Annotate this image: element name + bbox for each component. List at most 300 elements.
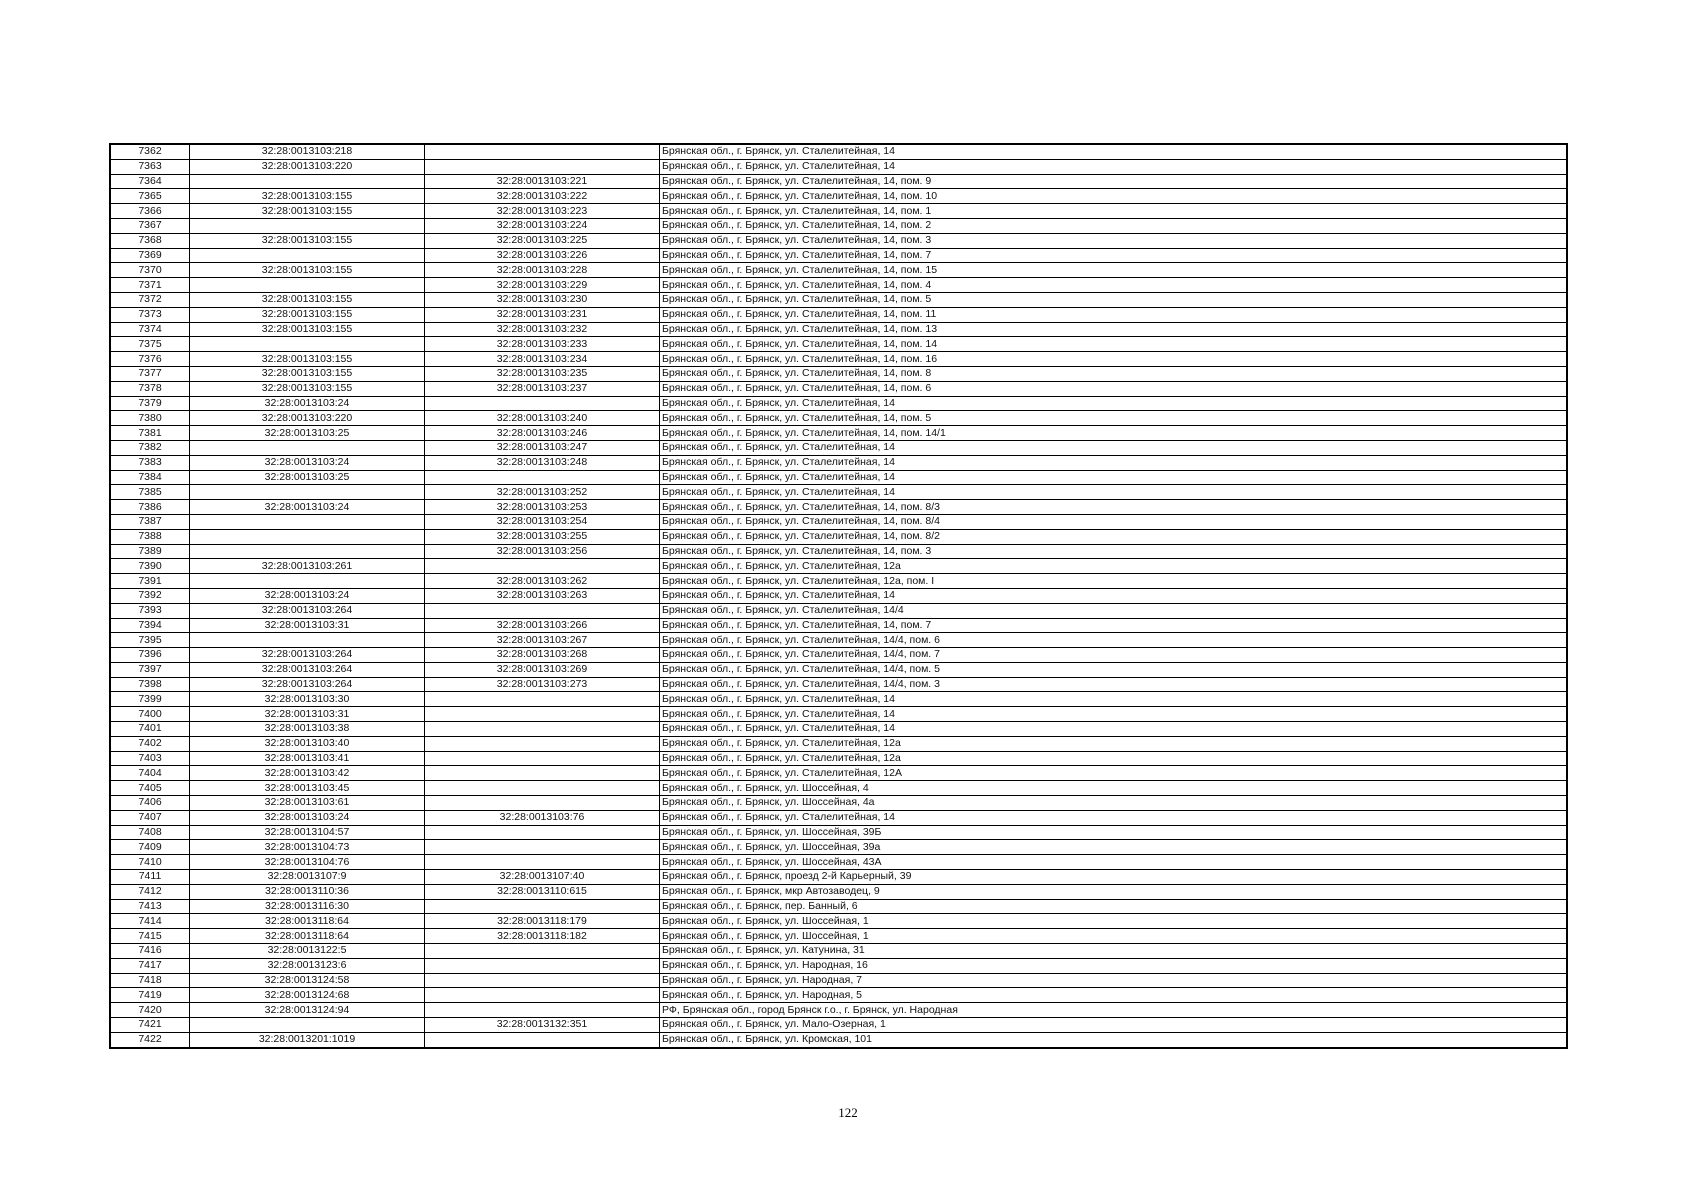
row-number-cell: 7373 — [110, 307, 190, 322]
row-number-cell: 7372 — [110, 292, 190, 307]
table-row — [110, 470, 1567, 485]
table-row — [110, 603, 1567, 618]
table-row — [110, 574, 1567, 589]
address-cell: Брянская обл., г. Брянск, ул. Сталелитейная, 14 — [660, 692, 1568, 707]
address-cell: Брянская обл., г. Брянск, ул. Сталелитейная, 14 — [660, 810, 1568, 825]
address-cell: Брянская обл., г. Брянск, ул. Шоссейная, 43А — [660, 855, 1568, 870]
parent-cadastral-number-cell: 32:28:0013116:30 — [190, 899, 425, 914]
address-cell: Брянская обл., г. Брянск, ул. Шоссейная, 39а — [660, 840, 1568, 855]
table-row — [110, 455, 1567, 470]
table-row — [110, 899, 1567, 914]
parent-cadastral-number-cell — [190, 440, 425, 455]
row-number-cell: 7410 — [110, 855, 190, 870]
table-row — [110, 485, 1567, 500]
object-cadastral-number-cell: 32:28:0013103:256 — [425, 544, 660, 559]
row-number-cell: 7384 — [110, 470, 190, 485]
parent-cadastral-number-cell: 32:28:0013103:264 — [190, 677, 425, 692]
parent-cadastral-number-cell: 32:28:0013103:42 — [190, 766, 425, 781]
object-cadastral-number-cell — [425, 559, 660, 574]
object-cadastral-number-cell — [425, 396, 660, 411]
row-number-cell: 7386 — [110, 500, 190, 515]
object-cadastral-number-cell — [425, 899, 660, 914]
address-cell: Брянская обл., г. Брянск, ул. Сталелитейная, 14, пом. 10 — [660, 189, 1568, 204]
parent-cadastral-number-cell — [190, 633, 425, 648]
parent-cadastral-number-cell — [190, 248, 425, 263]
object-cadastral-number-cell — [425, 855, 660, 870]
row-number-cell: 7406 — [110, 796, 190, 811]
parent-cadastral-number-cell: 32:28:0013124:58 — [190, 973, 425, 988]
row-number-cell: 7411 — [110, 870, 190, 885]
object-cadastral-number-cell: 32:28:0013103:231 — [425, 307, 660, 322]
address-cell: Брянская обл., г. Брянск, ул. Сталелитейная, 14/4, пом. 3 — [660, 677, 1568, 692]
address-cell: Брянская обл., г. Брянск, ул. Сталелитейная, 14, пом. 3 — [660, 544, 1568, 559]
address-cell: Брянская обл., г. Брянск, ул. Кромская, 101 — [660, 1032, 1568, 1047]
parent-cadastral-number-cell: 32:28:0013103:24 — [190, 810, 425, 825]
table-row — [110, 840, 1567, 855]
address-cell: Брянская обл., г. Брянск, ул. Сталелитейная, 14, пом. 7 — [660, 618, 1568, 633]
object-cadastral-number-cell: 32:28:0013103:268 — [425, 648, 660, 663]
address-cell: Брянская обл., г. Брянск, ул. Сталелитейная, 14/4, пом. 6 — [660, 633, 1568, 648]
table-row — [110, 352, 1567, 367]
parent-cadastral-number-cell: 32:28:0013107:9 — [190, 870, 425, 885]
address-cell: Брянская обл., г. Брянск, ул. Сталелитейная, 14, пом. 15 — [660, 263, 1568, 278]
parent-cadastral-number-cell: 32:28:0013103:24 — [190, 500, 425, 515]
row-number-cell: 7366 — [110, 204, 190, 219]
parent-cadastral-number-cell: 32:28:0013103:155 — [190, 204, 425, 219]
parent-cadastral-number-cell: 32:28:0013103:24 — [190, 455, 425, 470]
address-cell: Брянская обл., г. Брянск, ул. Сталелитейная, 14, пом. 5 — [660, 411, 1568, 426]
row-number-cell: 7375 — [110, 337, 190, 352]
object-cadastral-number-cell: 32:28:0013103:225 — [425, 233, 660, 248]
parent-cadastral-number-cell: 32:28:0013103:264 — [190, 662, 425, 677]
row-number-cell: 7403 — [110, 751, 190, 766]
object-cadastral-number-cell: 32:28:0013103:230 — [425, 292, 660, 307]
address-cell: Брянская обл., г. Брянск, ул. Сталелитейная, 14/4, пом. 7 — [660, 648, 1568, 663]
parent-cadastral-number-cell: 32:28:0013103:24 — [190, 588, 425, 603]
row-number-cell: 7377 — [110, 366, 190, 381]
parent-cadastral-number-cell — [190, 1018, 425, 1033]
object-cadastral-number-cell — [425, 1003, 660, 1018]
object-cadastral-number-cell: 32:28:0013103:255 — [425, 529, 660, 544]
address-cell: Брянская обл., г. Брянск, ул. Сталелитейная, 14, пом. 9 — [660, 174, 1568, 189]
address-cell: Брянская обл., г. Брянск, ул. Сталелитейная, 14, пом. 8/3 — [660, 500, 1568, 515]
object-cadastral-number-cell — [425, 825, 660, 840]
object-cadastral-number-cell — [425, 1032, 660, 1047]
row-number-cell: 7369 — [110, 248, 190, 263]
parent-cadastral-number-cell: 32:28:0013103:261 — [190, 559, 425, 574]
object-cadastral-number-cell — [425, 751, 660, 766]
parent-cadastral-number-cell: 32:28:0013103:155 — [190, 292, 425, 307]
object-cadastral-number-cell: 32:28:0013103:76 — [425, 810, 660, 825]
address-cell: Брянская обл., г. Брянск, ул. Сталелитейная, 14/4 — [660, 603, 1568, 618]
row-number-cell: 7417 — [110, 958, 190, 973]
parent-cadastral-number-cell: 32:28:0013104:76 — [190, 855, 425, 870]
row-number-cell: 7404 — [110, 766, 190, 781]
table-row — [110, 440, 1567, 455]
object-cadastral-number-cell: 32:28:0013103:252 — [425, 485, 660, 500]
row-number-cell: 7413 — [110, 899, 190, 914]
table-row — [110, 514, 1567, 529]
row-number-cell: 7401 — [110, 722, 190, 737]
table-row — [110, 426, 1567, 441]
address-cell: Брянская обл., г. Брянск, ул. Сталелитейная, 14, пом. 14 — [660, 337, 1568, 352]
parent-cadastral-number-cell: 32:28:0013103:25 — [190, 470, 425, 485]
row-number-cell: 7365 — [110, 189, 190, 204]
table-row — [110, 144, 1567, 159]
object-cadastral-number-cell: 32:28:0013103:229 — [425, 278, 660, 293]
table-row — [110, 529, 1567, 544]
object-cadastral-number-cell: 32:28:0013103:232 — [425, 322, 660, 337]
row-number-cell: 7385 — [110, 485, 190, 500]
parent-cadastral-number-cell: 32:28:0013103:220 — [190, 411, 425, 426]
parent-cadastral-number-cell: 32:28:0013103:31 — [190, 707, 425, 722]
table-row — [110, 870, 1567, 885]
object-cadastral-number-cell — [425, 470, 660, 485]
object-cadastral-number-cell: 32:28:0013103:222 — [425, 189, 660, 204]
row-number-cell: 7402 — [110, 736, 190, 751]
object-cadastral-number-cell — [425, 159, 660, 174]
address-cell: Брянская обл., г. Брянск, ул. Сталелитейная, 14, пом. 7 — [660, 248, 1568, 263]
parent-cadastral-number-cell: 32:28:0013103:24 — [190, 396, 425, 411]
table-row — [110, 618, 1567, 633]
parent-cadastral-number-cell: 32:28:0013103:155 — [190, 189, 425, 204]
address-cell: Брянская обл., г. Брянск, ул. Катунина, 31 — [660, 944, 1568, 959]
table-row — [110, 677, 1567, 692]
table-row — [110, 707, 1567, 722]
object-cadastral-number-cell — [425, 692, 660, 707]
address-cell: Брянская обл., г. Брянск, ул. Народная, 7 — [660, 973, 1568, 988]
table-row — [110, 307, 1567, 322]
object-cadastral-number-cell: 32:28:0013103:254 — [425, 514, 660, 529]
row-number-cell: 7418 — [110, 973, 190, 988]
table-row — [110, 278, 1567, 293]
table-row — [110, 1032, 1567, 1047]
address-cell: Брянская обл., г. Брянск, ул. Сталелитейная, 14 — [660, 588, 1568, 603]
address-cell: Брянская обл., г. Брянск, ул. Сталелитейная, 14, пом. 2 — [660, 218, 1568, 233]
table-row — [110, 692, 1567, 707]
row-number-cell: 7396 — [110, 648, 190, 663]
table-row — [110, 588, 1567, 603]
parent-cadastral-number-cell: 32:28:0013103:61 — [190, 796, 425, 811]
table-row — [110, 322, 1567, 337]
object-cadastral-number-cell: 32:28:0013103:234 — [425, 352, 660, 367]
object-cadastral-number-cell — [425, 736, 660, 751]
address-cell: Брянская обл., г. Брянск, ул. Сталелитейная, 14, пом. 1 — [660, 204, 1568, 219]
parent-cadastral-number-cell: 32:28:0013103:25 — [190, 426, 425, 441]
address-cell: Брянская обл., г. Брянск, ул. Сталелитейная, 14, пом. 6 — [660, 381, 1568, 396]
parent-cadastral-number-cell: 32:28:0013103:155 — [190, 263, 425, 278]
row-number-cell: 7420 — [110, 1003, 190, 1018]
parent-cadastral-number-cell: 32:28:0013103:45 — [190, 781, 425, 796]
parent-cadastral-number-cell: 32:28:0013104:57 — [190, 825, 425, 840]
parent-cadastral-number-cell: 32:28:0013103:264 — [190, 648, 425, 663]
row-number-cell: 7379 — [110, 396, 190, 411]
address-cell: Брянская обл., г. Брянск, ул. Сталелитейная, 12а — [660, 751, 1568, 766]
object-cadastral-number-cell — [425, 144, 660, 159]
address-cell: Брянская обл., г. Брянск, ул. Народная, 5 — [660, 988, 1568, 1003]
address-cell: РФ, Брянская обл., город Брянск г.о., г. Брянск, ул. Народная — [660, 1003, 1568, 1018]
table-row — [110, 944, 1567, 959]
table-row — [110, 233, 1567, 248]
address-cell: Брянская обл., г. Брянск, ул. Шоссейная, 1 — [660, 914, 1568, 929]
table-row — [110, 381, 1567, 396]
object-cadastral-number-cell: 32:28:0013103:253 — [425, 500, 660, 515]
object-cadastral-number-cell — [425, 722, 660, 737]
object-cadastral-number-cell — [425, 973, 660, 988]
parent-cadastral-number-cell: 32:28:0013201:1019 — [190, 1032, 425, 1047]
address-cell: Брянская обл., г. Брянск, ул. Сталелитейная, 14, пом. 5 — [660, 292, 1568, 307]
address-cell: Брянская обл., г. Брянск, ул. Народная, 16 — [660, 958, 1568, 973]
object-cadastral-number-cell — [425, 944, 660, 959]
table-row — [110, 396, 1567, 411]
table-row — [110, 544, 1567, 559]
address-cell: Брянская обл., г. Брянск, ул. Сталелитейная, 14/4, пом. 5 — [660, 662, 1568, 677]
object-cadastral-number-cell: 32:28:0013103:262 — [425, 574, 660, 589]
object-cadastral-number-cell: 32:28:0013103:233 — [425, 337, 660, 352]
row-number-cell: 7422 — [110, 1032, 190, 1047]
table-row — [110, 736, 1567, 751]
row-number-cell: 7368 — [110, 233, 190, 248]
address-cell: Брянская обл., г. Брянск, ул. Сталелитейная, 14, пом. 4 — [660, 278, 1568, 293]
address-cell: Брянская обл., г. Брянск, ул. Сталелитейная, 14 — [660, 396, 1568, 411]
table-row — [110, 337, 1567, 352]
row-number-cell: 7378 — [110, 381, 190, 396]
address-cell: Брянская обл., г. Брянск, мкр Автозаводец, 9 — [660, 884, 1568, 899]
table-row — [110, 825, 1567, 840]
table-row — [110, 204, 1567, 219]
parent-cadastral-number-cell: 32:28:0013118:64 — [190, 914, 425, 929]
parent-cadastral-number-cell — [190, 574, 425, 589]
row-number-cell: 7389 — [110, 544, 190, 559]
parent-cadastral-number-cell — [190, 278, 425, 293]
address-cell: Брянская обл., г. Брянск, ул. Сталелитейная, 12а, пом. I — [660, 574, 1568, 589]
page-number: 122 — [838, 1105, 858, 1120]
parent-cadastral-number-cell — [190, 544, 425, 559]
address-cell: Брянская обл., г. Брянск, ул. Шоссейная, 4а — [660, 796, 1568, 811]
parent-cadastral-number-cell: 32:28:0013103:155 — [190, 352, 425, 367]
parent-cadastral-number-cell: 32:28:0013103:218 — [190, 144, 425, 159]
parent-cadastral-number-cell — [190, 514, 425, 529]
row-number-cell: 7364 — [110, 174, 190, 189]
row-number-cell: 7382 — [110, 440, 190, 455]
address-cell: Брянская обл., г. Брянск, ул. Сталелитейная, 14 — [660, 455, 1568, 470]
address-cell: Брянская обл., г. Брянск, ул. Сталелитейная, 14, пом. 8/2 — [660, 529, 1568, 544]
table-row — [110, 500, 1567, 515]
parent-cadastral-number-cell: 32:28:0013103:40 — [190, 736, 425, 751]
address-cell: Брянская обл., г. Брянск, проезд 2-й Карьерный, 39 — [660, 870, 1568, 885]
object-cadastral-number-cell: 32:28:0013103:273 — [425, 677, 660, 692]
table-row — [110, 884, 1567, 899]
row-number-cell: 7362 — [110, 144, 190, 159]
parent-cadastral-number-cell: 32:28:0013124:68 — [190, 988, 425, 1003]
object-cadastral-number-cell — [425, 603, 660, 618]
parent-cadastral-number-cell: 32:28:0013123:6 — [190, 958, 425, 973]
table-row — [110, 766, 1567, 781]
parent-cadastral-number-cell — [190, 529, 425, 544]
address-cell: Брянская обл., г. Брянск, ул. Сталелитейная, 14 — [660, 485, 1568, 500]
row-number-cell: 7409 — [110, 840, 190, 855]
parent-cadastral-number-cell: 32:28:0013103:31 — [190, 618, 425, 633]
parent-cadastral-number-cell: 32:28:0013103:155 — [190, 307, 425, 322]
row-number-cell: 7393 — [110, 603, 190, 618]
address-cell: Брянская обл., г. Брянск, ул. Сталелитейная, 14, пом. 8 — [660, 366, 1568, 381]
object-cadastral-number-cell: 32:28:0013103:223 — [425, 204, 660, 219]
address-cell: Брянская обл., г. Брянск, ул. Сталелитейная, 12а — [660, 559, 1568, 574]
address-cell: Брянская обл., г. Брянск, ул. Шоссейная, 39Б — [660, 825, 1568, 840]
object-cadastral-number-cell: 32:28:0013103:235 — [425, 366, 660, 381]
object-cadastral-number-cell: 32:28:0013103:247 — [425, 440, 660, 455]
table-row — [110, 263, 1567, 278]
address-cell: Брянская обл., г. Брянск, ул. Сталелитейная, 14, пом. 3 — [660, 233, 1568, 248]
address-cell: Брянская обл., г. Брянск, ул. Сталелитейная, 14 — [660, 707, 1568, 722]
row-number-cell: 7408 — [110, 825, 190, 840]
address-cell: Брянская обл., г. Брянск, ул. Сталелитейная, 14 — [660, 144, 1568, 159]
address-cell: Брянская обл., г. Брянск, ул. Сталелитейная, 14, пом. 14/1 — [660, 426, 1568, 441]
row-number-cell: 7376 — [110, 352, 190, 367]
address-cell: Брянская обл., г. Брянск, ул. Сталелитейная, 12А — [660, 766, 1568, 781]
table-row — [110, 218, 1567, 233]
parent-cadastral-number-cell: 32:28:0013103:30 — [190, 692, 425, 707]
object-cadastral-number-cell: 32:28:0013103:248 — [425, 455, 660, 470]
parent-cadastral-number-cell: 32:28:0013124:94 — [190, 1003, 425, 1018]
table-row — [110, 366, 1567, 381]
address-cell: Брянская обл., г. Брянск, ул. Сталелитейная, 14 — [660, 440, 1568, 455]
object-cadastral-number-cell: 32:28:0013103:224 — [425, 218, 660, 233]
address-cell: Брянская обл., г. Брянск, ул. Шоссейная, 1 — [660, 929, 1568, 944]
parent-cadastral-number-cell: 32:28:0013110:36 — [190, 884, 425, 899]
row-number-cell: 7416 — [110, 944, 190, 959]
parent-cadastral-number-cell — [190, 174, 425, 189]
object-cadastral-number-cell: 32:28:0013110:615 — [425, 884, 660, 899]
parent-cadastral-number-cell — [190, 337, 425, 352]
table-row — [110, 914, 1567, 929]
parent-cadastral-number-cell: 32:28:0013103:155 — [190, 381, 425, 396]
row-number-cell: 7394 — [110, 618, 190, 633]
object-cadastral-number-cell: 32:28:0013118:182 — [425, 929, 660, 944]
row-number-cell: 7374 — [110, 322, 190, 337]
table-row — [110, 159, 1567, 174]
address-cell: Брянская обл., г. Брянск, ул. Сталелитейная, 14, пом. 13 — [660, 322, 1568, 337]
registry-table — [109, 143, 1568, 1049]
parent-cadastral-number-cell: 32:28:0013122:5 — [190, 944, 425, 959]
parent-cadastral-number-cell: 32:28:0013103:38 — [190, 722, 425, 737]
object-cadastral-number-cell: 32:28:0013107:40 — [425, 870, 660, 885]
table-row — [110, 248, 1567, 263]
object-cadastral-number-cell: 32:28:0013103:269 — [425, 662, 660, 677]
parent-cadastral-number-cell: 32:28:0013103:220 — [190, 159, 425, 174]
object-cadastral-number-cell — [425, 988, 660, 1003]
address-cell: Брянская обл., г. Брянск, ул. Сталелитейная, 14, пом. 16 — [660, 352, 1568, 367]
table-row — [110, 411, 1567, 426]
parent-cadastral-number-cell: 32:28:0013103:41 — [190, 751, 425, 766]
row-number-cell: 7419 — [110, 988, 190, 1003]
object-cadastral-number-cell: 32:28:0013103:246 — [425, 426, 660, 441]
row-number-cell: 7395 — [110, 633, 190, 648]
table-row — [110, 751, 1567, 766]
address-cell: Брянская обл., г. Брянск, ул. Шоссейная, 4 — [660, 781, 1568, 796]
table-row — [110, 174, 1567, 189]
row-number-cell: 7399 — [110, 692, 190, 707]
table-row — [110, 633, 1567, 648]
address-cell: Брянская обл., г. Брянск, ул. Мало-Озерная, 1 — [660, 1018, 1568, 1033]
row-number-cell: 7415 — [110, 929, 190, 944]
object-cadastral-number-cell: 32:28:0013132:351 — [425, 1018, 660, 1033]
table-row — [110, 648, 1567, 663]
object-cadastral-number-cell — [425, 781, 660, 796]
registry-table-container — [109, 143, 1568, 1049]
row-number-cell: 7391 — [110, 574, 190, 589]
table-row — [110, 855, 1567, 870]
object-cadastral-number-cell: 32:28:0013103:228 — [425, 263, 660, 278]
registry-table-body — [110, 144, 1567, 1048]
object-cadastral-number-cell: 32:28:0013103:240 — [425, 411, 660, 426]
row-number-cell: 7407 — [110, 810, 190, 825]
row-number-cell: 7367 — [110, 218, 190, 233]
row-number-cell: 7388 — [110, 529, 190, 544]
parent-cadastral-number-cell — [190, 485, 425, 500]
table-row — [110, 781, 1567, 796]
row-number-cell: 7421 — [110, 1018, 190, 1033]
parent-cadastral-number-cell — [190, 218, 425, 233]
row-number-cell: 7397 — [110, 662, 190, 677]
address-cell: Брянская обл., г. Брянск, ул. Сталелитейная, 14, пом. 11 — [660, 307, 1568, 322]
row-number-cell: 7363 — [110, 159, 190, 174]
object-cadastral-number-cell — [425, 958, 660, 973]
row-number-cell: 7371 — [110, 278, 190, 293]
object-cadastral-number-cell: 32:28:0013103:221 — [425, 174, 660, 189]
parent-cadastral-number-cell: 32:28:0013103:155 — [190, 322, 425, 337]
object-cadastral-number-cell: 32:28:0013103:266 — [425, 618, 660, 633]
object-cadastral-number-cell — [425, 766, 660, 781]
address-cell: Брянская обл., г. Брянск, ул. Сталелитейная, 14 — [660, 722, 1568, 737]
object-cadastral-number-cell — [425, 840, 660, 855]
table-row — [110, 292, 1567, 307]
address-cell: Брянская обл., г. Брянск, ул. Сталелитейная, 14 — [660, 159, 1568, 174]
table-row — [110, 189, 1567, 204]
row-number-cell: 7400 — [110, 707, 190, 722]
address-cell: Брянская обл., г. Брянск, ул. Сталелитейная, 14, пом. 8/4 — [660, 514, 1568, 529]
table-row — [110, 958, 1567, 973]
table-row — [110, 988, 1567, 1003]
address-cell: Брянская обл., г. Брянск, ул. Сталелитейная, 12а — [660, 736, 1568, 751]
row-number-cell: 7370 — [110, 263, 190, 278]
object-cadastral-number-cell: 32:28:0013103:263 — [425, 588, 660, 603]
row-number-cell: 7392 — [110, 588, 190, 603]
row-number-cell: 7405 — [110, 781, 190, 796]
row-number-cell: 7414 — [110, 914, 190, 929]
object-cadastral-number-cell: 32:28:0013118:179 — [425, 914, 660, 929]
row-number-cell: 7380 — [110, 411, 190, 426]
table-row — [110, 973, 1567, 988]
object-cadastral-number-cell: 32:28:0013103:226 — [425, 248, 660, 263]
address-cell: Брянская обл., г. Брянск, пер. Банный, 6 — [660, 899, 1568, 914]
table-row — [110, 929, 1567, 944]
row-number-cell: 7412 — [110, 884, 190, 899]
parent-cadastral-number-cell: 32:28:0013103:155 — [190, 366, 425, 381]
row-number-cell: 7390 — [110, 559, 190, 574]
object-cadastral-number-cell — [425, 707, 660, 722]
row-number-cell: 7383 — [110, 455, 190, 470]
row-number-cell: 7398 — [110, 677, 190, 692]
row-number-cell: 7381 — [110, 426, 190, 441]
table-row — [110, 1018, 1567, 1033]
table-row — [110, 722, 1567, 737]
table-row — [110, 796, 1567, 811]
table-row — [110, 810, 1567, 825]
object-cadastral-number-cell: 32:28:0013103:267 — [425, 633, 660, 648]
table-row — [110, 559, 1567, 574]
parent-cadastral-number-cell: 32:28:0013103:155 — [190, 233, 425, 248]
